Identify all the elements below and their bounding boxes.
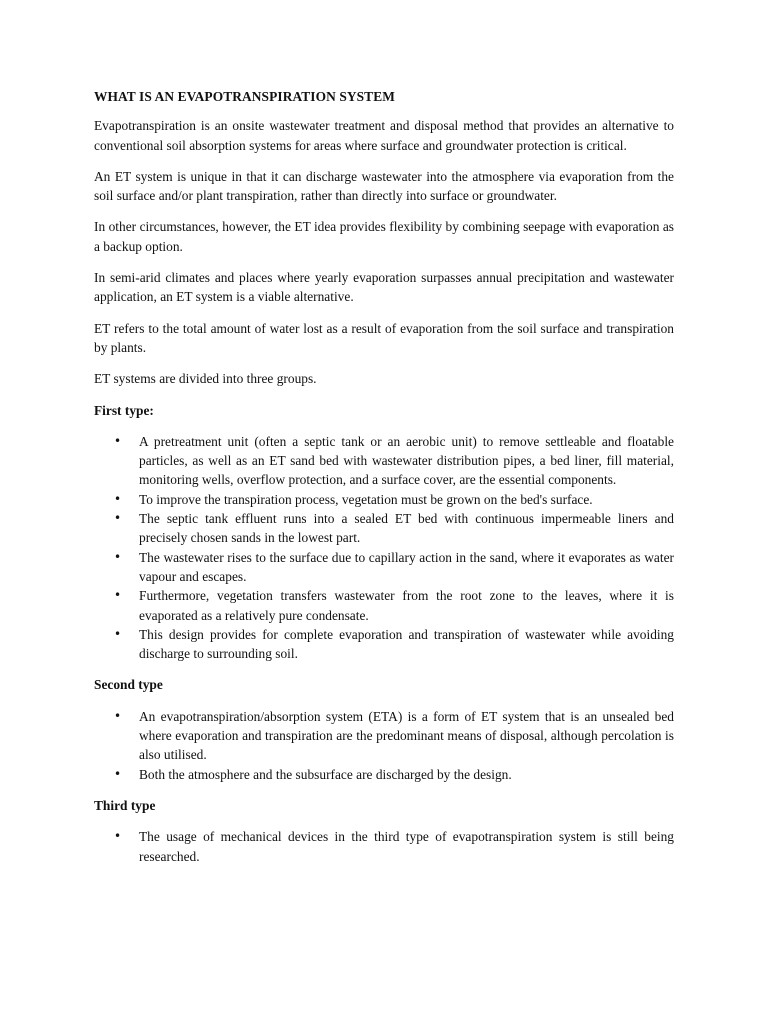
document-page — [94, 87, 674, 878]
section-heading-second-type: Second type — [94, 677, 163, 693]
bullet-icon: • — [114, 626, 122, 641]
list-item-text: An evapotranspiration/absorption system (ETA) is a form of ET system that is an unsealed bed where evaporation and transpiration are the predominant means of disposal, although percolation is also utilised. — [139, 708, 674, 763]
list-item — [94, 586, 674, 625]
list-item — [94, 765, 674, 784]
list-item — [94, 707, 674, 765]
list-item-text: A pretreatment unit (often a septic tank or an aerobic unit) to remove settleable and floatable particles, as well as an ET sand bed with wastewater distribution pipes, a bed liner, fill material, monitoring wells, overflow protection, and a surface cover, are the essential components. — [139, 433, 674, 488]
bullet-list-third-type — [94, 827, 674, 866]
list-item — [94, 490, 674, 509]
bullet-icon: • — [114, 829, 122, 844]
paragraph-other-circumstances: In other circumstances, however, the ET idea provides flexibility by combining seepage with evaporation as a backup option. — [94, 219, 674, 254]
list-item — [94, 509, 674, 548]
section-heading-third-type: Third type — [94, 797, 156, 813]
paragraph-three-groups: ET systems are divided into three groups. — [94, 371, 317, 387]
list-item — [94, 827, 674, 866]
list-item-text: The usage of mechanical devices in the third type of evapotranspiration system is still being researched. — [139, 829, 674, 864]
list-item — [94, 625, 674, 664]
list-item-text: To improve the transpiration process, vegetation must be grown on the bed's surface. — [139, 491, 593, 507]
section-heading-first-type: First type: — [94, 402, 154, 418]
paragraph-semi-arid: In semi-arid climates and places where yearly evaporation surpasses annual precipitation and wastewater application, an ET system is a viable alternative. — [94, 270, 674, 305]
bullet-icon: • — [114, 433, 122, 448]
paragraph-et-definition: ET refers to the total amount of water lost as a result of evaporation from the soil surface and transpiration by plants. — [94, 320, 674, 355]
list-item-text: The wastewater rises to the surface due to capillary action in the sand, where it evaporates as water vapour and escapes. — [139, 549, 674, 584]
paragraph-et-unique: An ET system is unique in that it can discharge wastewater into the atmosphere via evaporation from the soil surface and/or plant transpiration, rather than directly into surface or groundwater. — [94, 168, 674, 204]
bullet-icon: • — [114, 766, 122, 781]
bullet-icon: • — [114, 588, 122, 603]
bullet-list-first-type — [94, 432, 674, 664]
bullet-icon: • — [114, 549, 122, 564]
bullet-icon: • — [114, 708, 122, 723]
list-item-text: Both the atmosphere and the subsurface are discharged by the design. — [139, 766, 512, 782]
list-item — [94, 548, 674, 587]
list-item-text: Furthermore, vegetation transfers wastewater from the root zone to the leaves, where it is evaporated as a relatively pure condensate. — [139, 588, 674, 623]
document-title: WHAT IS AN EVAPOTRANSPIRATION SYSTEM — [94, 89, 395, 104]
list-item-text: This design provides for complete evaporation and transpiration of wastewater while avoiding discharge to surrounding soil. — [139, 626, 674, 662]
list-item-text: The septic tank effluent runs into a sealed ET bed with continuous impermeable liners and precisely chosen sands in the lowest part. — [139, 511, 674, 546]
bullet-icon: • — [114, 491, 122, 506]
bullet-icon: • — [114, 511, 122, 526]
paragraph-intro: Evapotranspiration is an onsite wastewater treatment and disposal method that provides an alternative to conventional soil absorption systems for areas where surface and groundwater protection is critical. — [94, 118, 674, 153]
bullet-list-second-type — [94, 707, 674, 784]
list-item — [94, 432, 674, 490]
